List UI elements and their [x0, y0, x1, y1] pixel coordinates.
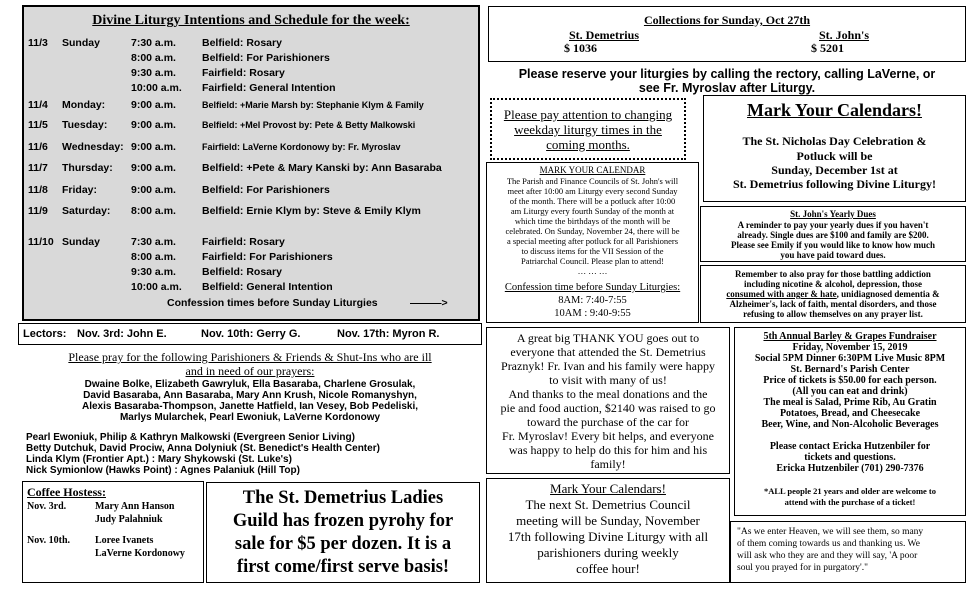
- notice-line: Patriarchal Council. Please plan to attend!: [520, 256, 665, 266]
- weekday-times-notice: [490, 98, 686, 160]
- notice-line: celebrated. On Sunday, November 24, there will be: [505, 226, 680, 236]
- notice-line: Please pay attention to changing: [503, 107, 673, 122]
- row-time: 9:30 a.m.: [131, 67, 176, 79]
- row-intention: Belfield: General Intention: [202, 281, 333, 293]
- row-time: 10:00 a.m.: [131, 82, 182, 94]
- heaven-quote: [730, 521, 966, 583]
- notice-line: … … …: [577, 266, 608, 276]
- row-intention: Belfield: +Marie Marsh by: Stephanie Klym & Family: [202, 100, 424, 110]
- quote-line: of them coming towards us and thanking us. We: [737, 539, 920, 549]
- notice-line: coming months.: [546, 137, 630, 152]
- coffee-name: Judy Palahniuk: [95, 514, 163, 525]
- notice-line: meet after 10:00 am Liturgy every second Sunday: [507, 186, 678, 196]
- notice-line: you have paid toward dues.: [780, 250, 886, 260]
- row-date: 11/6: [28, 141, 48, 153]
- notice-line: Potluck will be: [796, 149, 873, 163]
- shut-in-line: Betty Dutchuk, David Prociw, Anna Dolyniuk (St. Benedict's Health Center): [26, 443, 380, 454]
- row-intention: Belfield: For Parishioners: [202, 52, 330, 64]
- notice-line: St. Demetrius following Divine Liturgy!: [733, 177, 936, 191]
- row-intention: Belfield: Rosary: [202, 266, 282, 278]
- row-date: 11/3: [28, 37, 48, 49]
- row-time: 9:00 a.m.: [131, 141, 176, 153]
- collections-box: [488, 6, 966, 62]
- addiction-prayer-notice: [700, 265, 966, 323]
- schedule-row: [24, 236, 478, 250]
- fundraiser-title: 5th Annual Barley & Grapes Fundraiser: [763, 331, 937, 342]
- row-intention: Belfield: +Pete & Mary Kanski by: Ann Basaraba: [202, 162, 442, 174]
- notice-line: Please contact Ericka Hutzenbiler for: [769, 441, 931, 452]
- notice-line: (All you can eat and drink): [792, 386, 908, 397]
- row-date: 11/9: [28, 205, 48, 217]
- council-meeting-box: [486, 478, 730, 583]
- prayer-names: Marlys Mularchek, Pearl Ewoniuk, LaVerne Kordonowy: [119, 412, 381, 423]
- row-time: 8:00 a.m.: [131, 52, 176, 64]
- barley-grapes-fundraiser: [734, 327, 966, 516]
- row-time: 9:00 a.m.: [131, 119, 176, 131]
- row-time: 10:00 a.m.: [131, 281, 182, 293]
- lectors-bar: [18, 323, 482, 345]
- notice-line: And thanks to the meal donations and the: [508, 387, 708, 401]
- lectors-label: Lectors:: [23, 328, 67, 340]
- pyrohy-line: Guild has frozen pyrohy for: [232, 511, 454, 531]
- row-date: 11/5: [28, 119, 48, 131]
- coffee-name: Mary Ann Hanson: [95, 501, 175, 512]
- schedule-row: [24, 266, 478, 280]
- coffee-name: LaVerne Kordonowy: [95, 548, 185, 559]
- notice-line: everyone that attended the St. Demetrius: [510, 345, 706, 359]
- row-date: 11/8: [28, 184, 48, 196]
- confession-row: [24, 297, 478, 311]
- schedule-row: [24, 281, 478, 295]
- mark-calendars-title: Mark Your Calendars!: [550, 481, 666, 496]
- row-time: 9:00 a.m.: [131, 162, 176, 174]
- schedule-row: [24, 52, 478, 66]
- row-time: 9:30 a.m.: [131, 266, 176, 278]
- liturgy-schedule-panel: [22, 5, 480, 321]
- notice-line: Sunday, December 1st at: [771, 163, 898, 177]
- prayer-names: Dwaine Bolke, Elizabeth Gawryluk, Ella Basaraba, Charlene Grosulak,: [84, 379, 416, 390]
- row-day: Sunday: [62, 37, 100, 49]
- confession-time: 8AM: 7:40-7:55: [558, 295, 627, 306]
- notice-text: , unidiagnosed dementia &: [836, 289, 940, 299]
- prayer-heading: [18, 350, 482, 378]
- notice-line: a special meeting after potluck for all Parishioners: [506, 236, 679, 246]
- notice-line: Fr. Myroslav! Every bit helps, and everyone: [502, 429, 714, 443]
- quote-line: will ask who they are and they will say, 'A poor: [737, 551, 918, 561]
- pyrohy-sale-notice: [206, 482, 480, 583]
- notice-line: The Parish and Finance Councils of St. John's will: [506, 176, 679, 186]
- notice-line: Praznyk! Fr. Ivan and his family were happy: [501, 359, 715, 373]
- notice-line: The meal is Salad, Prime Rib, Au Gratin: [763, 397, 937, 408]
- row-day: Sunday: [62, 236, 100, 248]
- pyrohy-line: sale for $5 per dozen. It is a: [234, 534, 452, 554]
- notice-line: weekday liturgy times in the: [514, 122, 662, 137]
- notice-line: Social 5PM Dinner 6:30PM Live Music 8PM: [754, 353, 946, 364]
- prayer-heading-line: and in need of our prayers:: [185, 364, 315, 378]
- confession-note: Confession times before Sunday Liturgies: [167, 297, 378, 309]
- notice-line: to visit with many of us!: [549, 373, 667, 387]
- notice-line: [701, 289, 965, 299]
- quote-line: "As we enter Heaven, we will see them, so many: [737, 527, 924, 537]
- row-time: 7:30 a.m.: [131, 37, 176, 49]
- quote-line: soul you prayed for in purgatory'.": [737, 563, 869, 573]
- notice-line: family!: [590, 457, 626, 471]
- notice-line: refusing to allow themselves on any prayer list.: [743, 309, 923, 319]
- lector-item: Nov. 10th: Gerry G.: [201, 328, 301, 340]
- row-intention: Fairfield: Rosary: [202, 67, 285, 79]
- schedule-row: [24, 99, 478, 113]
- row-day: Thursday:: [62, 162, 113, 174]
- row-date: 11/4: [28, 99, 48, 111]
- shut-in-line: Linda Klym (Frontier Apt.) : Mary Shykowski (St. Luke's): [26, 454, 292, 465]
- confession-time: 10AM : 9:40-9:55: [554, 308, 631, 319]
- notice-line: A great big THANK YOU goes out to: [516, 331, 700, 345]
- collection-church: St. Demetrius: [569, 28, 639, 42]
- schedule-row: [24, 205, 478, 219]
- schedule-row: [24, 119, 478, 133]
- row-time: 7:30 a.m.: [131, 236, 176, 248]
- row-time: 9:00 a.m.: [131, 184, 176, 196]
- prayer-heading-line: Please pray for the following Parishioners & Friends & Shut-Ins who are ill: [68, 350, 432, 364]
- collection-amount: $ 1036: [564, 41, 597, 55]
- notice-line: already. Single dues are $100 and family are $200.: [737, 230, 929, 240]
- shut-in-line: Nick Symionlow (Hawks Point) : Agnes Palaniuk (Hill Top): [26, 465, 300, 476]
- row-date: 11/7: [28, 162, 48, 174]
- row-day: Saturday:: [62, 205, 111, 217]
- notice-line: Please see Emily if you would like to know how much: [730, 240, 935, 250]
- notice-line: Remember to also pray for those battling addiction: [735, 269, 931, 279]
- notice-line: Friday, November 15, 2019: [792, 342, 908, 353]
- schedule-row: [24, 141, 478, 155]
- yearly-dues-notice: [700, 206, 966, 262]
- notice-line: The next St. Demetrius Council: [525, 497, 691, 512]
- notice-underlined-text: consumed with anger & hate: [726, 289, 837, 299]
- notice-line: Price of tickets is $50.00 for each person.: [763, 375, 937, 386]
- schedule-row: [24, 37, 478, 51]
- reserve-note-line: see Fr. Myroslav after Liturgy.: [638, 81, 816, 95]
- row-intention: Belfield: For Parishioners: [202, 184, 330, 196]
- coffee-date: Nov. 3rd.: [27, 501, 67, 512]
- row-day: Monday:: [62, 99, 106, 111]
- dues-title: St. John's Yearly Dues: [790, 209, 876, 219]
- collection-amount: $ 5201: [811, 41, 844, 55]
- row-day: Wednesday:: [62, 141, 124, 153]
- coffee-title: Coffee Hostess:: [27, 485, 106, 499]
- row-intention: Fairfield: LaVerne Kordonowy by: Fr. Myroslav: [202, 142, 401, 152]
- coffee-hostess-box: [22, 481, 204, 583]
- notice-line: pie and food auction, $2140 was raised to go: [500, 401, 716, 415]
- notice-line: *ALL people 21 years and older are welcome to: [763, 486, 937, 496]
- row-day: Friday:: [62, 184, 98, 196]
- notice-line: attend with the purchase of a ticket!: [784, 497, 916, 507]
- schedule-row: [24, 82, 478, 96]
- notice-line: of the month. There will be a potluck after 10:00: [509, 196, 676, 206]
- row-intention: Belfield: Ernie Klym by: Steve & Emily Klym: [202, 205, 421, 217]
- confession-title: Confession time before Sunday Liturgies:: [504, 282, 681, 293]
- schedule-row: [24, 162, 478, 176]
- st-nicholas-notice: [703, 95, 966, 202]
- row-time: 8:00 a.m.: [131, 251, 176, 263]
- notice-line: toward the purchase of the car for: [527, 415, 689, 429]
- schedule-row: [24, 184, 478, 198]
- notice-line: A reminder to pay your yearly dues if you haven't: [737, 220, 929, 230]
- notice-line: was happy to help do this for him and his: [508, 443, 708, 457]
- notice-line: meeting will be Sunday, November: [516, 513, 700, 528]
- reserve-note-line: Please reserve your liturgies by calling the rectory, calling LaVerne, or: [518, 67, 936, 81]
- prayer-names: Alexis Basaraba-Thompson, Janette Hatfield, Ian Vesey, Bob Pedeliski,: [81, 401, 419, 412]
- row-time: 9:00 a.m.: [131, 99, 176, 111]
- thank-you-notice: [486, 327, 730, 474]
- row-intention: Belfield: +Mel Provost by: Pete & Betty Malkowski: [202, 120, 416, 130]
- notice-line: Beer, Wine, and Non-Alcoholic Beverages: [761, 419, 939, 430]
- schedule-row: [24, 67, 478, 81]
- notice-line: Ericka Hutzenbiler (701) 290-7376: [776, 463, 924, 474]
- mark-calendars-title: Mark Your Calendars!: [747, 100, 922, 120]
- notice-line: am Liturgy every fourth Sunday of the month at: [510, 206, 675, 216]
- pyrohy-line: The St. Demetrius Ladies: [242, 488, 444, 508]
- notice-line: tickets and questions.: [804, 452, 896, 463]
- schedule-row: [24, 251, 478, 265]
- notice-line: 17th following Divine Liturgy with all: [507, 529, 709, 544]
- mark-calendar-title: MARK YOUR CALENDAR: [539, 165, 646, 175]
- notice-line: which time the birthdays of the month will be: [514, 216, 671, 226]
- arrow-right-icon: ———>: [410, 297, 448, 309]
- row-intention: Fairfield: General Intention: [202, 82, 336, 94]
- notice-line: parishioners during weekly: [537, 545, 679, 560]
- notice-line: St. Bernard's Parish Center: [790, 364, 910, 375]
- lector-item: Nov. 17th: Myron R.: [337, 328, 440, 340]
- schedule-title: Divine Liturgy Intentions and Schedule for the week:: [92, 13, 410, 28]
- row-intention: Fairfield: For Parishioners: [202, 251, 333, 263]
- lector-item: Nov. 3rd: John E.: [77, 328, 167, 340]
- coffee-date: Nov. 10th.: [27, 535, 71, 546]
- prayer-list: [18, 347, 482, 478]
- collections-title: Collections for Sunday, Oct 27th: [643, 13, 811, 27]
- row-date: 11/10: [28, 236, 54, 248]
- row-intention: Fairfield: Rosary: [202, 236, 285, 248]
- row-intention: Belfield: Rosary: [202, 37, 282, 49]
- notice-line: Alzheimer's, lack of faith, mental disorders, and those: [729, 299, 937, 309]
- collection-church: St. John's: [819, 28, 870, 42]
- coffee-name: Loree Ivanets: [95, 535, 154, 546]
- notice-line: The St. Nicholas Day Celebration &: [742, 134, 927, 148]
- row-day: Tuesday:: [62, 119, 108, 131]
- notice-line: Potatoes, Bread, and Cheesecake: [779, 408, 921, 419]
- row-time: 8:00 a.m.: [131, 205, 176, 217]
- pyrohy-line: first come/first serve basis!: [236, 557, 450, 577]
- notice-line: to discuss items for the VII Session of the: [521, 246, 664, 256]
- notice-line: including nicotine & alcohol, depression, those: [743, 279, 923, 289]
- shut-in-line: Pearl Ewoniuk, Philip & Kathryn Malkowski (Evergreen Senior Living): [26, 432, 355, 443]
- notice-line: coffee hour!: [576, 561, 640, 576]
- prayer-names: David Basaraba, Ann Basaraba, Mary Ann Krush, Nicole Romanyshyn,: [83, 390, 417, 401]
- council-meeting-notice: [486, 162, 699, 323]
